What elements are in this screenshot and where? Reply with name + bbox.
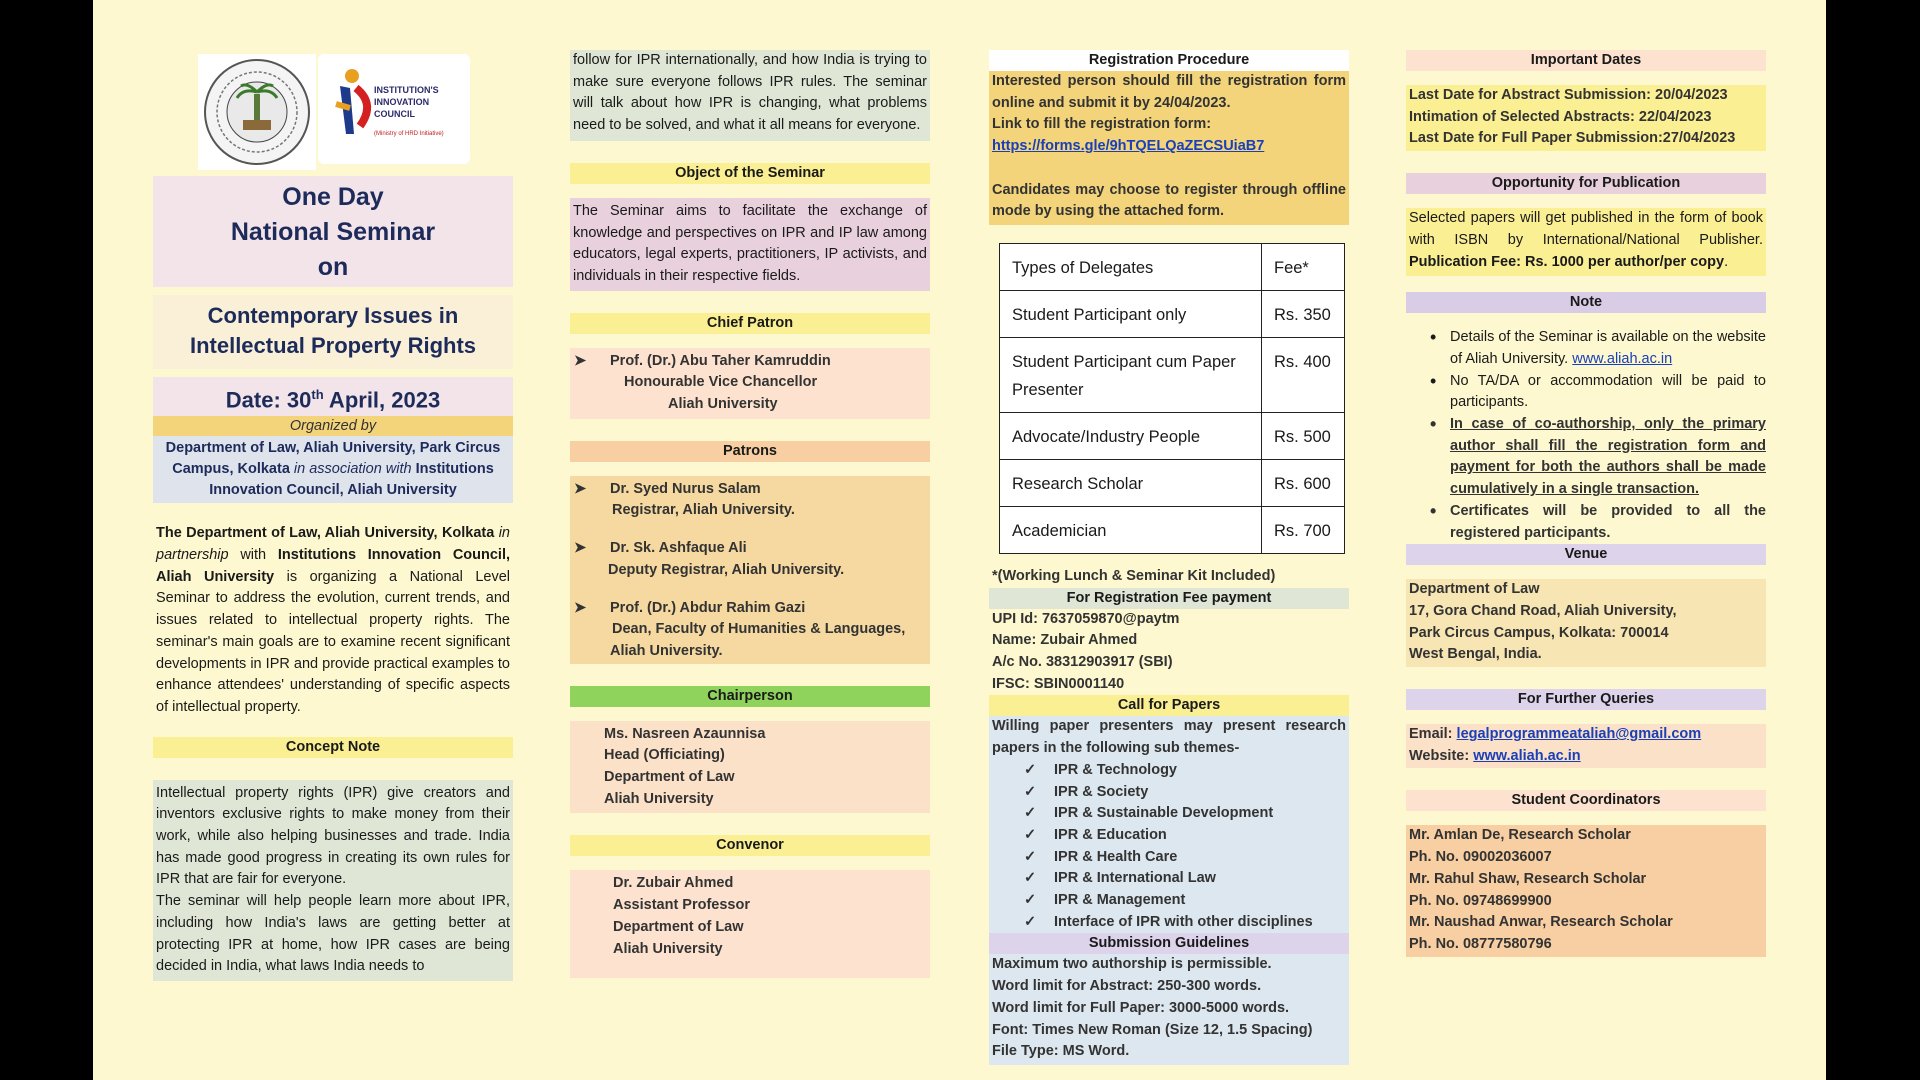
object-heading: Object of the Seminar: [570, 163, 930, 184]
list-item: ✓ IPR & Management: [1024, 890, 1349, 912]
table-row: Academician Rs. 700: [1000, 506, 1345, 553]
date-box: [153, 377, 513, 416]
patrons-box: ➤ Dr. Syed Nurus Salam Registrar, Aliah University. ➤ Dr. Sk. Ashfaque Ali Deputy Registrar, Aliah University. ➤ Prof. (Dr.) Abdur Rahim Gazi Dean, Faculty of Humanities & Languages, Aliah University.: [570, 476, 930, 664]
title-box: [153, 176, 513, 287]
logo-row: [153, 52, 513, 170]
registration-form-link[interactable]: https://forms.gle/9hTQELQaZECSUiaB7: [992, 138, 1265, 155]
submission-guidelines: Maximum two authorship is permissible. Word limit for Abstract: 250-300 words. Word limit for Full Paper: 3000-5000 words. Font: Times New Roman (Size 12, 1.5 Spacing) File Type: MS Word.: [989, 954, 1349, 1065]
check-icon: ✓: [1024, 848, 1037, 865]
list-item: • In case of co-authorship, only the primary author shall fill the registration form and payment for both the authors shall be made cumulatively in a single transaction.: [1426, 414, 1766, 501]
column-4: [1406, 50, 1766, 957]
chairperson-heading: Chairperson: [570, 686, 930, 707]
column-1: [153, 52, 513, 981]
publication-text: Selected papers will get published in the form of book with ISBN by International/National Publisher. Publication Fee: Rs. 1000 per author/per copy.: [1406, 208, 1766, 276]
list-item: ✓ IPR & Sustainable Development: [1024, 803, 1349, 825]
check-icon: ✓: [1024, 805, 1037, 822]
list-item: ✓ IPR & Education: [1024, 825, 1349, 847]
arrow-icon: ➤: [574, 599, 587, 616]
organizer-box: Department of Law, Aliah University, Park Circus Campus, Kolkata in association with Institutions Innovation Council, Aliah University: [153, 436, 513, 503]
topic-box: [153, 295, 513, 369]
list-item: ✓ IPR & Health Care: [1024, 847, 1349, 869]
iic-logo-subtext: (Ministry of HRD Initiative): [374, 131, 444, 137]
chief-patron-box: ➤ Prof. (Dr.) Abu Taher Kamruddin Honourable Vice Chancellor Aliah University: [570, 348, 930, 419]
note-heading: Note: [1406, 292, 1766, 313]
list-item: ✓ IPR & Society: [1024, 782, 1349, 804]
table-header-cell: Fee*: [1262, 243, 1345, 290]
list-item: • No TA/DA or accommodation will be paid to participants.: [1426, 371, 1766, 414]
table-row: Student Participant only Rs. 350: [1000, 290, 1345, 337]
convenor-heading: Convenor: [570, 835, 930, 856]
table-header-row: [1000, 243, 1345, 290]
patrons-heading: Patrons: [570, 441, 930, 462]
important-dates: Last Date for Abstract Submission: 20/04/2023 Intimation of Selected Abstracts: 22/04/2023 Last Date for Full Paper Submission:27/04/2023: [1406, 85, 1766, 151]
arrow-icon: ➤: [574, 540, 587, 557]
concept-note-text: Intellectual property rights (IPR) give creators and inventors exclusive rights to make money from their work, while also helping businesses and trade. India has made good progress in creating its own rules for IPR that are fair for everyone. The seminar will help people learn more about IPR, including how India's laws are getting better at protecting IPR at home, how IPR cases are being decided in India, what laws India needs to: [153, 780, 513, 981]
chief-patron-heading: Chief Patron: [570, 313, 930, 334]
important-dates-heading: Important Dates: [1406, 50, 1766, 71]
queries-heading: For Further Queries: [1406, 689, 1766, 710]
check-icon: ✓: [1024, 913, 1037, 930]
organized-by-label: Organized by: [153, 416, 513, 436]
arrow-icon: ➤: [574, 352, 587, 369]
note-list: [1406, 327, 1766, 544]
coordinators-heading: Student Coordinators: [1406, 790, 1766, 811]
chairperson-box: Ms. Nasreen Azaunnisa Head (Officiating) Department of Law Aliah University: [570, 721, 930, 814]
table-row: Advocate/Industry People Rs. 500: [1000, 412, 1345, 459]
iic-logo: [318, 54, 470, 164]
list-item: • Details of the Seminar is available on the website of Aliah University. www.aliah.ac.in: [1426, 327, 1766, 370]
fee-payment-heading: For Registration Fee payment: [989, 588, 1349, 609]
themes-list: [989, 760, 1349, 934]
submission-heading: Submission Guidelines: [989, 933, 1349, 954]
publication-heading: Opportunity for Publication: [1406, 173, 1766, 194]
object-text: The Seminar aims to facilitate the exchange of knowledge and perspectives on IPR and IP law among educators, legal experts, practitioners, IP activists, and individuals in their respective fields.: [570, 198, 930, 291]
iic-logo-text: INSTITUTION'S INNOVATION COUNCIL: [374, 85, 439, 119]
arrow-icon: ➤: [574, 480, 587, 497]
intro-paragraph: The Department of Law, Aliah University, Kolkata in partnership with Institutions Innovation Council, Aliah University is organizing a National Level Seminar to address the evolution, current trends, and issues related to intellectual property rights. The seminar's main goals are to examine recent significant developments in IPR and provide practical examples to enhance attendees' understanding of specific aspects of intellectual property.: [156, 525, 511, 715]
seminar-date: Date: 30th April, 2023: [225, 387, 441, 413]
convenor-box: Dr. Zubair Ahmed Assistant Professor Department of Law Aliah University: [570, 870, 930, 978]
check-icon: ✓: [1024, 826, 1037, 843]
check-icon: ✓: [1024, 892, 1037, 909]
payment-details: UPI Id: 7637059870@paytm Name: Zubair Ahmed A/c No. 38312903917 (SBI) IFSC: SBIN0001140: [992, 610, 1180, 692]
fee-table: [999, 243, 1345, 554]
brochure-page: [93, 0, 1826, 1080]
table-row: Student Participant cum Paper Presenter Rs. 400: [1000, 337, 1345, 412]
list-item: ✓ IPR & Technology: [1024, 760, 1349, 782]
column-3: [989, 50, 1349, 1065]
list-item: ✓ Interface of IPR with other disciplines: [1024, 912, 1349, 934]
registration-heading: Registration Procedure: [989, 50, 1349, 71]
email-link[interactable]: legalprogrammeataliah@gmail.com: [1456, 726, 1702, 743]
list-item: • Certificates will be provided to all the registered participants.: [1426, 501, 1766, 544]
contact-details: Email: legalprogrammeataliah@gmail.com Website: www.aliah.ac.in: [1406, 724, 1766, 768]
website-link[interactable]: www.aliah.ac.in: [1473, 747, 1581, 764]
university-seal-logo: [198, 54, 316, 170]
check-icon: ✓: [1024, 870, 1037, 887]
coordinators-list: Mr. Amlan De, Research Scholar Ph. No. 09002036007 Mr. Rahul Shaw, Research Scholar Ph. No. 09748699900 Mr. Naushad Anwar, Research Scholar Ph. No. 08777580796: [1406, 825, 1766, 956]
call-for-papers-heading: Call for Papers: [989, 695, 1349, 716]
concept-note-continued: follow for IPR internationally, and how India is trying to make sure everyone follows IPR rules. The seminar will talk about how IPR is changing, what problems need to be solved, and what it all means for everyone.: [570, 50, 930, 141]
seminar-title: One Day National Seminar on: [230, 183, 436, 281]
column-2: [570, 50, 930, 978]
check-icon: ✓: [1024, 783, 1037, 800]
table-header-cell: Types of Delegates: [1000, 243, 1262, 290]
table-row: Research Scholar Rs. 600: [1000, 459, 1345, 506]
venue-address: Department of Law 17, Gora Chand Road, Aliah University, Park Circus Campus, Kolkata: 700014 West Bengal, India.: [1406, 579, 1766, 667]
registration-box: Interested person should fill the registration form online and submit it by 24/04/2023. Link to fill the registration form: https://forms.gle/9hTQELQaZECSUiaB7 Candidates may choose to register through offline mode by using the attached form.: [989, 71, 1349, 225]
check-icon: ✓: [1024, 761, 1037, 778]
call-for-papers-text: Willing paper presenters may present research papers in the following sub themes-: [989, 716, 1349, 759]
list-item: ✓ IPR & International Law: [1024, 868, 1349, 890]
seminar-topic: Contemporary Issues in Intellectual Property Rights: [189, 303, 477, 358]
concept-note-heading: Concept Note: [153, 737, 513, 758]
lunch-note: *(Working Lunch & Seminar Kit Included): [992, 567, 1276, 584]
website-link[interactable]: www.aliah.ac.in: [1572, 350, 1673, 367]
venue-heading: Venue: [1406, 544, 1766, 565]
